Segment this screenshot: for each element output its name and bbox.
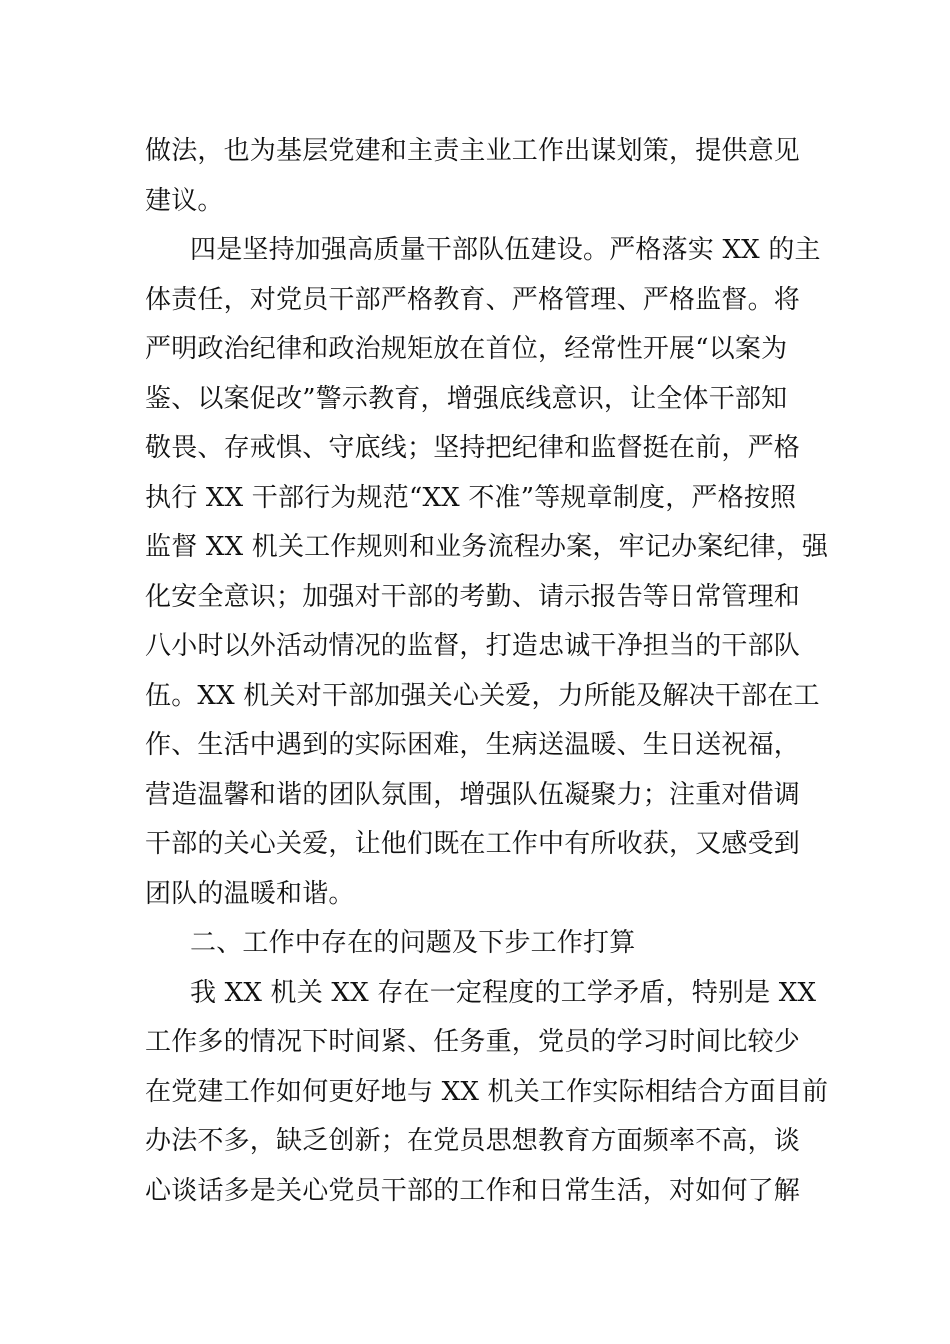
text-line: 营造温馨和谐的团队氛围，增强队伍凝聚力；注重对借调 [145, 779, 801, 810]
text-line: 团队的温暖和谐。 [145, 878, 355, 909]
text-line: 伍。XX 机关对干部加强关心关爱，力所能及解决干部在工 [145, 680, 820, 711]
document-body [145, 127, 829, 1216]
text-line: 作、生活中遇到的实际困难，生病送温暖、生日送祝福， [145, 730, 801, 760]
text-line: 工作多的情况下时间紧、任务重，党员的学习时间比较少 [145, 1027, 801, 1057]
paragraph-problems-first-line: 我 XX 机关 XX 存在一定程度的工学矛盾，特别是 XX [190, 977, 817, 1008]
text-line: 建议。 [145, 185, 224, 216]
text-line: 体责任，对党员干部严格教育、严格管理、严格监督。将 [145, 284, 801, 315]
text-line: 敬畏、存戒惧、守底线；坚持把纪律和监督挺在前，严格 [145, 433, 801, 463]
section-heading: 二、工作中存在的问题及下步工作打算 [190, 928, 636, 958]
text-line: 化安全意识；加强对干部的考勤、请示报告等日常管理和 [145, 581, 801, 612]
text-line: 在党建工作如何更好地与 XX 机关工作实际相结合方面目前 [145, 1076, 829, 1107]
text-line: 监督 XX 机关工作规则和业务流程办案，牢记办案纪律，强 [145, 532, 829, 562]
text-line: 鉴、以案促改”警示教育，增强底线意识，让全体干部知 [145, 383, 788, 414]
text-line: 八小时以外活动情况的监督，打造忠诚干净担当的干部队 [145, 631, 801, 661]
paragraph-four-first-line: 四是坚持加强高质量干部队伍建设。严格落实 XX 的主 [190, 235, 821, 265]
text-line: 干部的关心关爱，让他们既在工作中有所收获，又感受到 [145, 829, 801, 859]
text-line: 心谈话多是关心党员干部的工作和日常生活，对如何了解 [145, 1175, 801, 1206]
text-line: 办法不多，缺乏创新；在党员思想教育方面频率不高，谈 [145, 1126, 801, 1156]
text-line: 做法，也为基层党建和主责主业工作出谋划策，提供意见 [145, 136, 801, 166]
text-line: 严明政治纪律和政治规矩放在首位，经常性开展“以案为 [145, 334, 788, 364]
text-line: 执行 XX 干部行为规范“XX 不准”等规章制度，严格按照 [145, 482, 797, 513]
